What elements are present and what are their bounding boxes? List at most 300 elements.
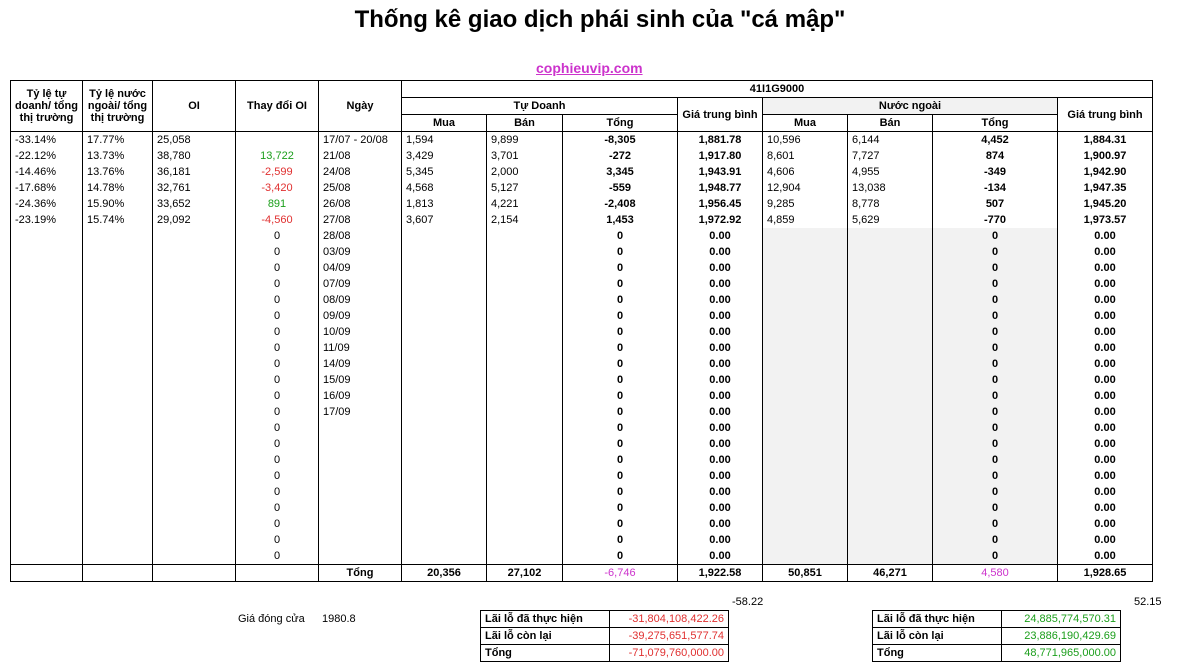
td-price-diff: -58.22 xyxy=(732,596,764,608)
cell-nn-mua xyxy=(763,484,848,500)
cell-ty-le-tu-doanh xyxy=(11,516,83,532)
cell-td-tong: 0 xyxy=(563,340,678,356)
cell-nn-gia-tb: 0.00 xyxy=(1058,404,1153,420)
cell-oi xyxy=(153,340,236,356)
cell-td-tong: 0 xyxy=(563,548,678,565)
cell-nn-tong: 0 xyxy=(933,420,1058,436)
cell-nn-mua xyxy=(763,532,848,548)
cell-nn-gia-tb: 0.00 xyxy=(1058,356,1153,372)
cell-td-mua xyxy=(402,388,487,404)
cell-td-ban: 2,154 xyxy=(487,212,563,228)
cell-thay-doi-oi: 0 xyxy=(236,372,319,388)
cell-td-tong: 0 xyxy=(563,484,678,500)
cell-ty-le-tu-doanh: -14.46% xyxy=(11,164,83,180)
cell-nn-ban: 7,727 xyxy=(848,148,933,164)
cell-nn-tong: 0 xyxy=(933,340,1058,356)
cell-td-tong: 0 xyxy=(563,308,678,324)
cell-nn-gia-tb: 0.00 xyxy=(1058,308,1153,324)
cell-td-gia-tb: 0.00 xyxy=(678,532,763,548)
cell-nn-gia-tb: 0.00 xyxy=(1058,436,1153,452)
cell-nn-ban xyxy=(848,548,933,565)
cell-ty-le-nuoc-ngoai xyxy=(83,244,153,260)
cell-nn-gia-tb: 0.00 xyxy=(1058,292,1153,308)
cell-oi: 29,092 xyxy=(153,212,236,228)
cell-td-gia-tb: 0.00 xyxy=(678,244,763,260)
cell-td-ban xyxy=(487,532,563,548)
header-thay-doi-oi: Thay đổi OI xyxy=(236,81,319,132)
cell-nn-tong: 0 xyxy=(933,468,1058,484)
total-td-tong: -6,746 xyxy=(563,565,678,582)
cell-td-tong: 0 xyxy=(563,228,678,244)
table-row xyxy=(11,340,1153,356)
cell-nn-ban xyxy=(848,372,933,388)
cell-nn-mua xyxy=(763,436,848,452)
cell-nn-ban xyxy=(848,404,933,420)
table-row xyxy=(11,308,1153,324)
cell-nn-mua xyxy=(763,548,848,565)
cell-ty-le-nuoc-ngoai xyxy=(83,404,153,420)
cell-ty-le-tu-doanh: -33.14% xyxy=(11,132,83,149)
cell-ty-le-tu-doanh xyxy=(11,388,83,404)
total-empty-3 xyxy=(153,565,236,582)
cell-nn-mua xyxy=(763,292,848,308)
table-row xyxy=(11,468,1153,484)
cell-td-ban xyxy=(487,356,563,372)
cell-ty-le-nuoc-ngoai xyxy=(83,500,153,516)
cell-td-gia-tb: 0.00 xyxy=(678,500,763,516)
cell-thay-doi-oi: 0 xyxy=(236,484,319,500)
cell-td-gia-tb: 0.00 xyxy=(678,292,763,308)
cell-td-mua xyxy=(402,436,487,452)
cell-td-gia-tb: 0.00 xyxy=(678,436,763,452)
cell-nn-mua xyxy=(763,228,848,244)
cell-nn-mua: 10,596 xyxy=(763,132,848,149)
cell-ngay: 17/09 xyxy=(319,404,402,420)
cell-oi xyxy=(153,276,236,292)
cell-td-mua: 3,607 xyxy=(402,212,487,228)
cell-oi xyxy=(153,548,236,565)
cell-td-gia-tb: 0.00 xyxy=(678,468,763,484)
cell-td-ban: 3,701 xyxy=(487,148,563,164)
cell-ty-le-tu-doanh: -22.12% xyxy=(11,148,83,164)
cell-nn-mua xyxy=(763,516,848,532)
header-ty-le-tu-doanh: Tỷ lệ tự doanh/ tổng thị trường xyxy=(11,81,83,132)
cell-nn-ban: 8,778 xyxy=(848,196,933,212)
cell-oi xyxy=(153,436,236,452)
header-td-mua: Mua xyxy=(402,115,487,132)
cell-td-mua xyxy=(402,324,487,340)
cell-ty-le-tu-doanh xyxy=(11,324,83,340)
cell-ngay: 24/08 xyxy=(319,164,402,180)
cell-ngay xyxy=(319,500,402,516)
cell-td-gia-tb: 0.00 xyxy=(678,372,763,388)
summary-tu-doanh xyxy=(480,610,729,662)
table-row xyxy=(11,324,1153,340)
cell-td-tong: 0 xyxy=(563,420,678,436)
cell-nn-ban xyxy=(848,420,933,436)
cell-td-mua xyxy=(402,228,487,244)
nn-total-value: 48,771,965,000.00 xyxy=(1002,645,1121,662)
cell-td-ban xyxy=(487,500,563,516)
cell-thay-doi-oi: 0 xyxy=(236,516,319,532)
cell-td-tong: 0 xyxy=(563,372,678,388)
td-total-value: -71,079,760,000.00 xyxy=(610,645,729,662)
table-row xyxy=(11,388,1153,404)
cell-td-ban xyxy=(487,468,563,484)
cell-nn-gia-tb: 0.00 xyxy=(1058,468,1153,484)
cell-ngay xyxy=(319,484,402,500)
cell-nn-gia-tb: 0.00 xyxy=(1058,532,1153,548)
cell-ngay: 21/08 xyxy=(319,148,402,164)
cell-nn-gia-tb: 1,942.90 xyxy=(1058,164,1153,180)
cell-td-ban xyxy=(487,436,563,452)
cell-td-gia-tb: 0.00 xyxy=(678,388,763,404)
cell-nn-ban xyxy=(848,468,933,484)
cell-thay-doi-oi: 891 xyxy=(236,196,319,212)
table-row xyxy=(11,516,1153,532)
cell-ngay xyxy=(319,548,402,565)
table-row xyxy=(11,404,1153,420)
cell-nn-ban xyxy=(848,516,933,532)
cell-nn-tong: -134 xyxy=(933,180,1058,196)
cell-thay-doi-oi: 0 xyxy=(236,500,319,516)
cell-oi xyxy=(153,452,236,468)
cell-td-gia-tb: 0.00 xyxy=(678,516,763,532)
cell-td-ban xyxy=(487,404,563,420)
cell-thay-doi-oi: 0 xyxy=(236,340,319,356)
header-ty-le-nuoc-ngoai: Tỷ lệ nước ngoài/ tổng thị trường xyxy=(83,81,153,132)
cell-td-gia-tb: 1,956.45 xyxy=(678,196,763,212)
table-row xyxy=(11,484,1153,500)
cell-nn-gia-tb: 1,973.57 xyxy=(1058,212,1153,228)
cell-td-tong: 0 xyxy=(563,452,678,468)
cell-td-ban xyxy=(487,372,563,388)
table-row xyxy=(11,356,1153,372)
cell-td-ban: 5,127 xyxy=(487,180,563,196)
cell-ty-le-tu-doanh xyxy=(11,228,83,244)
cell-td-gia-tb: 0.00 xyxy=(678,484,763,500)
cell-td-mua xyxy=(402,340,487,356)
cell-ngay xyxy=(319,452,402,468)
cell-oi: 32,761 xyxy=(153,180,236,196)
cell-ngay xyxy=(319,516,402,532)
cell-td-mua xyxy=(402,260,487,276)
total-nn-mua: 50,851 xyxy=(763,565,848,582)
cell-thay-doi-oi: 0 xyxy=(236,532,319,548)
cell-ty-le-tu-doanh xyxy=(11,276,83,292)
nn-remain-label: Lãi lỗ còn lại xyxy=(873,628,1002,645)
cell-td-tong: -8,305 xyxy=(563,132,678,149)
close-price-value: 1980.8 xyxy=(322,613,356,625)
cell-oi xyxy=(153,372,236,388)
cell-td-mua xyxy=(402,452,487,468)
cell-oi xyxy=(153,516,236,532)
derivatives-table xyxy=(10,80,1153,582)
cell-ngay: 11/09 xyxy=(319,340,402,356)
cell-ty-le-tu-doanh xyxy=(11,436,83,452)
cell-nn-gia-tb: 0.00 xyxy=(1058,260,1153,276)
cell-nn-ban xyxy=(848,292,933,308)
table-row xyxy=(11,452,1153,468)
cell-td-tong: 0 xyxy=(563,500,678,516)
cell-td-gia-tb: 0.00 xyxy=(678,324,763,340)
cell-nn-tong: 0 xyxy=(933,532,1058,548)
nn-price-diff: 52.15 xyxy=(1134,596,1162,608)
td-remain-label: Lãi lỗ còn lại xyxy=(481,628,610,645)
cell-ty-le-nuoc-ngoai xyxy=(83,452,153,468)
cell-nn-tong: 0 xyxy=(933,308,1058,324)
cell-nn-gia-tb: 1,947.35 xyxy=(1058,180,1153,196)
cell-nn-mua xyxy=(763,324,848,340)
cell-thay-doi-oi: 0 xyxy=(236,276,319,292)
cell-thay-doi-oi: 0 xyxy=(236,388,319,404)
cell-oi xyxy=(153,228,236,244)
cell-td-gia-tb: 1,948.77 xyxy=(678,180,763,196)
cell-nn-gia-tb: 0.00 xyxy=(1058,372,1153,388)
cell-nn-ban xyxy=(848,452,933,468)
cell-ty-le-nuoc-ngoai xyxy=(83,228,153,244)
cell-td-ban: 2,000 xyxy=(487,164,563,180)
cell-ty-le-nuoc-ngoai xyxy=(83,356,153,372)
table-row xyxy=(11,212,1153,228)
cell-ty-le-nuoc-ngoai xyxy=(83,372,153,388)
cell-td-gia-tb: 0.00 xyxy=(678,260,763,276)
cell-nn-gia-tb: 1,884.31 xyxy=(1058,132,1153,149)
cell-oi xyxy=(153,356,236,372)
cell-nn-mua xyxy=(763,260,848,276)
cell-thay-doi-oi: 0 xyxy=(236,292,319,308)
cell-thay-doi-oi: 0 xyxy=(236,468,319,484)
header-nn-gia-tb: Giá trung bình xyxy=(1058,98,1153,132)
cell-thay-doi-oi: 0 xyxy=(236,548,319,565)
cell-ty-le-nuoc-ngoai xyxy=(83,276,153,292)
total-td-mua: 20,356 xyxy=(402,565,487,582)
cell-nn-mua xyxy=(763,244,848,260)
cell-ngay: 10/09 xyxy=(319,324,402,340)
cell-nn-mua xyxy=(763,276,848,292)
cell-ty-le-nuoc-ngoai xyxy=(83,308,153,324)
cell-nn-tong: 874 xyxy=(933,148,1058,164)
td-remain-value: -39,275,651,577.74 xyxy=(610,628,729,645)
cell-nn-gia-tb: 0.00 xyxy=(1058,484,1153,500)
cell-ty-le-nuoc-ngoai: 13.73% xyxy=(83,148,153,164)
cell-td-mua xyxy=(402,244,487,260)
cell-ngay: 28/08 xyxy=(319,228,402,244)
cell-oi xyxy=(153,292,236,308)
cell-td-mua xyxy=(402,468,487,484)
cell-nn-tong: 0 xyxy=(933,548,1058,565)
cell-td-mua xyxy=(402,292,487,308)
total-empty-4 xyxy=(236,565,319,582)
cell-ty-le-tu-doanh xyxy=(11,292,83,308)
cell-ty-le-tu-doanh xyxy=(11,500,83,516)
cell-nn-ban xyxy=(848,388,933,404)
table-row xyxy=(11,260,1153,276)
header-contract: 41I1G9000 xyxy=(402,81,1153,98)
cell-nn-ban xyxy=(848,244,933,260)
cell-nn-tong: -770 xyxy=(933,212,1058,228)
header-nn-mua: Mua xyxy=(763,115,848,132)
cell-nn-ban xyxy=(848,308,933,324)
nn-realized-value: 24,885,774,570.31 xyxy=(1002,611,1121,628)
cell-oi xyxy=(153,388,236,404)
cell-td-ban xyxy=(487,308,563,324)
cell-ty-le-tu-doanh xyxy=(11,404,83,420)
nn-total-label: Tổng xyxy=(873,645,1002,662)
td-realized-value: -31,804,108,422.26 xyxy=(610,611,729,628)
table-row xyxy=(11,500,1153,516)
cell-ty-le-tu-doanh xyxy=(11,308,83,324)
cell-td-mua: 1,813 xyxy=(402,196,487,212)
cell-thay-doi-oi: 0 xyxy=(236,228,319,244)
cell-ty-le-nuoc-ngoai: 15.90% xyxy=(83,196,153,212)
cell-nn-tong: 0 xyxy=(933,516,1058,532)
cell-td-gia-tb: 0.00 xyxy=(678,228,763,244)
header-ngay: Ngày xyxy=(319,81,402,132)
table-row xyxy=(11,196,1153,212)
cell-td-mua: 1,594 xyxy=(402,132,487,149)
cell-td-gia-tb: 1,972.92 xyxy=(678,212,763,228)
site-link[interactable]: cophieuvip.com xyxy=(536,60,643,76)
cell-nn-mua xyxy=(763,340,848,356)
cell-nn-ban xyxy=(848,532,933,548)
cell-td-tong: 0 xyxy=(563,324,678,340)
cell-nn-ban xyxy=(848,484,933,500)
cell-thay-doi-oi: 0 xyxy=(236,404,319,420)
cell-td-tong: 0 xyxy=(563,276,678,292)
header-nuoc-ngoai: Nước ngoài xyxy=(763,98,1058,115)
cell-oi xyxy=(153,308,236,324)
cell-nn-mua xyxy=(763,452,848,468)
cell-td-tong: 0 xyxy=(563,468,678,484)
cell-nn-tong: 0 xyxy=(933,500,1058,516)
cell-td-tong: 0 xyxy=(563,436,678,452)
page-title: Thống kê giao dịch phái sinh của "cá mập" xyxy=(354,6,846,33)
cell-nn-tong: 0 xyxy=(933,356,1058,372)
total-nn-gia: 1,928.65 xyxy=(1058,565,1153,582)
cell-nn-gia-tb: 1,900.97 xyxy=(1058,148,1153,164)
cell-ty-le-nuoc-ngoai xyxy=(83,468,153,484)
cell-ty-le-nuoc-ngoai xyxy=(83,324,153,340)
cell-td-ban xyxy=(487,260,563,276)
cell-ngay: 16/09 xyxy=(319,388,402,404)
cell-oi xyxy=(153,468,236,484)
total-empty-2 xyxy=(83,565,153,582)
cell-td-gia-tb: 1,917.80 xyxy=(678,148,763,164)
cell-nn-gia-tb: 0.00 xyxy=(1058,516,1153,532)
cell-ngay xyxy=(319,532,402,548)
cell-nn-gia-tb: 0.00 xyxy=(1058,500,1153,516)
cell-oi xyxy=(153,484,236,500)
cell-td-ban xyxy=(487,292,563,308)
cell-nn-ban: 5,629 xyxy=(848,212,933,228)
total-td-ban: 27,102 xyxy=(487,565,563,582)
cell-nn-ban: 6,144 xyxy=(848,132,933,149)
cell-td-tong: 0 xyxy=(563,388,678,404)
cell-nn-mua: 8,601 xyxy=(763,148,848,164)
cell-td-ban xyxy=(487,484,563,500)
cell-td-mua xyxy=(402,356,487,372)
cell-ty-le-nuoc-ngoai: 13.76% xyxy=(83,164,153,180)
cell-nn-gia-tb: 0.00 xyxy=(1058,452,1153,468)
cell-nn-ban xyxy=(848,356,933,372)
cell-td-mua: 3,429 xyxy=(402,148,487,164)
cell-thay-doi-oi: 0 xyxy=(236,452,319,468)
cell-nn-tong: 0 xyxy=(933,324,1058,340)
header-tu-doanh: Tự Doanh xyxy=(402,98,678,115)
header-td-gia-tb: Giá trung bình xyxy=(678,98,763,132)
cell-td-tong: 0 xyxy=(563,532,678,548)
cell-ty-le-tu-doanh xyxy=(11,468,83,484)
cell-ty-le-nuoc-ngoai: 17.77% xyxy=(83,132,153,149)
td-total-label: Tổng xyxy=(481,645,610,662)
cell-td-gia-tb: 0.00 xyxy=(678,356,763,372)
cell-thay-doi-oi: -4,560 xyxy=(236,212,319,228)
cell-nn-tong: 0 xyxy=(933,436,1058,452)
table-row xyxy=(11,164,1153,180)
cell-td-mua xyxy=(402,308,487,324)
cell-ty-le-tu-doanh xyxy=(11,340,83,356)
cell-thay-doi-oi: -3,420 xyxy=(236,180,319,196)
cell-ty-le-tu-doanh: -17.68% xyxy=(11,180,83,196)
cell-td-mua xyxy=(402,500,487,516)
total-label: Tổng xyxy=(319,565,402,582)
header-nn-ban: Bán xyxy=(848,115,933,132)
cell-nn-gia-tb: 1,945.20 xyxy=(1058,196,1153,212)
cell-td-tong: 0 xyxy=(563,292,678,308)
cell-oi xyxy=(153,500,236,516)
cell-nn-mua: 9,285 xyxy=(763,196,848,212)
cell-ty-le-nuoc-ngoai xyxy=(83,516,153,532)
cell-oi: 38,780 xyxy=(153,148,236,164)
table-row xyxy=(11,372,1153,388)
cell-ngay: 03/09 xyxy=(319,244,402,260)
header-td-tong: Tổng xyxy=(563,115,678,132)
cell-td-ban xyxy=(487,228,563,244)
cell-td-mua xyxy=(402,484,487,500)
cell-ty-le-nuoc-ngoai: 14.78% xyxy=(83,180,153,196)
cell-td-ban xyxy=(487,548,563,565)
cell-ty-le-tu-doanh xyxy=(11,452,83,468)
cell-ngay: 07/09 xyxy=(319,276,402,292)
cell-ngay: 17/07 - 20/08 xyxy=(319,132,402,149)
cell-td-mua xyxy=(402,404,487,420)
cell-td-ban xyxy=(487,276,563,292)
cell-nn-mua xyxy=(763,356,848,372)
table-row xyxy=(11,180,1153,196)
cell-nn-mua: 12,904 xyxy=(763,180,848,196)
cell-thay-doi-oi: 0 xyxy=(236,436,319,452)
cell-oi xyxy=(153,260,236,276)
cell-thay-doi-oi: 0 xyxy=(236,308,319,324)
cell-ngay: 15/09 xyxy=(319,372,402,388)
cell-td-tong: -2,408 xyxy=(563,196,678,212)
cell-td-ban xyxy=(487,340,563,356)
cell-td-ban xyxy=(487,388,563,404)
cell-thay-doi-oi: 0 xyxy=(236,420,319,436)
cell-td-tong: 0 xyxy=(563,404,678,420)
cell-td-gia-tb: 0.00 xyxy=(678,452,763,468)
cell-nn-mua: 4,859 xyxy=(763,212,848,228)
cell-td-tong: 0 xyxy=(563,244,678,260)
cell-nn-mua xyxy=(763,500,848,516)
cell-td-gia-tb: 1,881.78 xyxy=(678,132,763,149)
cell-nn-ban: 4,955 xyxy=(848,164,933,180)
cell-td-tong: -559 xyxy=(563,180,678,196)
cell-oi: 25,058 xyxy=(153,132,236,149)
cell-nn-ban xyxy=(848,228,933,244)
cell-nn-ban xyxy=(848,276,933,292)
